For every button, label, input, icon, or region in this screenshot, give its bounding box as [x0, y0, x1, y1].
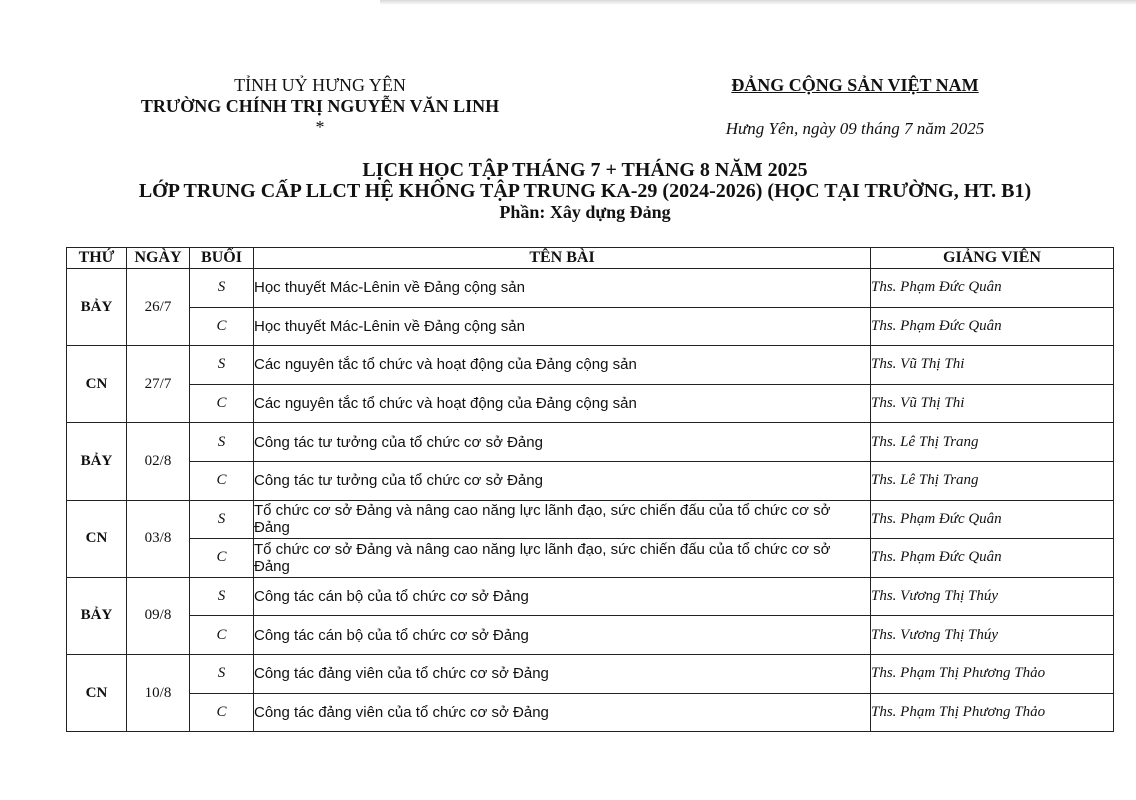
lecturer-cell: Ths. Phạm Đức Quân [871, 269, 1114, 308]
session-cell: S [190, 346, 254, 385]
lesson-cell: Các nguyên tắc tổ chức và hoạt động của Đảng cộng sản [254, 346, 871, 385]
day-cell: CN [67, 346, 127, 423]
date-cell: 26/7 [127, 269, 190, 346]
day-cell: BẢY [67, 577, 127, 654]
title-line-1: LỊCH HỌC TẬP THÁNG 7 + THÁNG 8 NĂM 2025 [362, 159, 808, 181]
session-cell: C [190, 384, 254, 423]
lesson-cell: Công tác cán bộ của tổ chức cơ sở Đảng [254, 577, 871, 616]
scan-edge-shadow [380, 0, 1136, 5]
table-row [67, 423, 1114, 462]
table-row [67, 693, 1114, 732]
lesson-cell: Tổ chức cơ sở Đảng và nâng cao năng lực lãnh đạo, sức chiến đấu của tổ chức cơ sở Đảng [254, 539, 871, 578]
date-line: Hưng Yên, ngày 09 tháng 7 năm 2025 [725, 119, 985, 138]
lesson-cell: Công tác đảng viên của tổ chức cơ sở Đảng [254, 693, 871, 732]
session-cell: C [190, 307, 254, 346]
table-row [67, 577, 1114, 616]
day-cell: BẢY [67, 269, 127, 346]
lecturer-cell: Ths. Phạm Thị Phương Thảo [871, 654, 1114, 693]
lecturer-cell: Ths. Vũ Thị Thi [871, 346, 1114, 385]
session-cell: C [190, 616, 254, 655]
lecturer-cell: Ths. Phạm Đức Quân [871, 539, 1114, 578]
lecturer-cell: Ths. Lê Thị Trang [871, 423, 1114, 462]
issuer-block [110, 75, 530, 138]
day-cell: CN [67, 500, 127, 577]
lesson-cell: Học thuyết Mác-Lênin về Đảng cộng sản [254, 307, 871, 346]
lesson-cell: Các nguyên tắc tổ chức và hoạt động của Đảng cộng sản [254, 384, 871, 423]
session-cell: C [190, 539, 254, 578]
date-cell: 27/7 [127, 346, 190, 423]
table-row [67, 307, 1114, 346]
lesson-cell: Công tác cán bộ của tổ chức cơ sở Đảng [254, 616, 871, 655]
lecturer-cell: Ths. Phạm Đức Quân [871, 307, 1114, 346]
session-cell: S [190, 423, 254, 462]
table-row [67, 269, 1114, 308]
session-cell: C [190, 461, 254, 500]
school-name: TRƯỜNG CHÍNH TRỊ NGUYỄN VĂN LINH [140, 96, 500, 116]
lesson-cell: Công tác tư tưởng của tổ chức cơ sở Đảng [254, 461, 871, 500]
party-block [690, 75, 1020, 96]
title-line-2: LỚP TRUNG CẤP LLCT HỆ KHÔNG TẬP TRUNG KA-29 (2024-2026) (HỌC TẠI TRƯỜNG, HT. B1) [138, 180, 1032, 202]
star-mark: * [315, 117, 325, 137]
table-row [67, 461, 1114, 500]
date-cell: 10/8 [127, 654, 190, 731]
col-header-lecturer: GIẢNG VIÊN [871, 248, 1114, 269]
table-row [67, 346, 1114, 385]
date-cell: 02/8 [127, 423, 190, 500]
lecturer-cell: Ths. Phạm Đức Quân [871, 500, 1114, 539]
col-header-session: BUỔI [190, 248, 254, 269]
day-cell: CN [67, 654, 127, 731]
session-cell: C [190, 693, 254, 732]
session-cell: S [190, 500, 254, 539]
party-name: ĐẢNG CỘNG SẢN VIỆT NAM [731, 75, 979, 95]
col-header-day: THỨ [67, 248, 127, 269]
lecturer-cell: Ths. Vương Thị Thúy [871, 616, 1114, 655]
date-cell: 09/8 [127, 577, 190, 654]
session-cell: S [190, 654, 254, 693]
table-row [67, 539, 1114, 578]
lesson-cell: Công tác đảng viên của tổ chức cơ sở Đảng [254, 654, 871, 693]
session-cell: S [190, 577, 254, 616]
title-line-3: Phần: Xây dựng Đảng [499, 202, 671, 222]
lecturer-cell: Ths. Phạm Thị Phương Thảo [871, 693, 1114, 732]
table-row [67, 384, 1114, 423]
col-header-date: NGÀY [127, 248, 190, 269]
lesson-cell: Công tác tư tưởng của tổ chức cơ sở Đảng [254, 423, 871, 462]
lesson-cell: Tổ chức cơ sở Đảng và nâng cao năng lực lãnh đạo, sức chiến đấu của tổ chức cơ sở Đảng [254, 500, 871, 539]
lesson-cell: Học thuyết Mác-Lênin về Đảng cộng sản [254, 269, 871, 308]
date-cell: 03/8 [127, 500, 190, 577]
table-row [67, 500, 1114, 539]
day-cell: BẢY [67, 423, 127, 500]
province-name: TỈNH UỶ HƯNG YÊN [234, 75, 406, 95]
session-cell: S [190, 269, 254, 308]
header-row [67, 248, 1114, 269]
table-row [67, 616, 1114, 655]
document-title [60, 160, 1110, 223]
table-row [67, 654, 1114, 693]
lecturer-cell: Ths. Vương Thị Thúy [871, 577, 1114, 616]
lecturer-cell: Ths. Vũ Thị Thi [871, 384, 1114, 423]
lecturer-cell: Ths. Lê Thị Trang [871, 461, 1114, 500]
col-header-lesson: TÊN BÀI [254, 248, 871, 269]
schedule-table [66, 247, 1114, 732]
